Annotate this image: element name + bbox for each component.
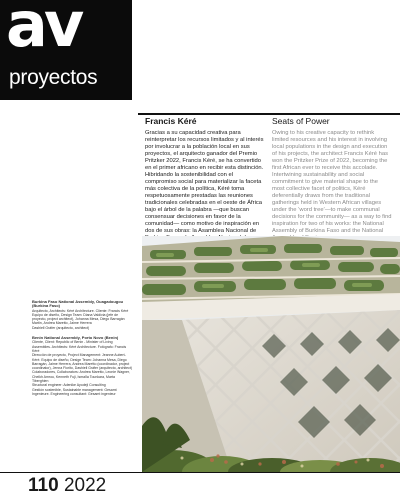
masthead xyxy=(0,0,132,100)
logo-av: av xyxy=(6,0,81,61)
caption-2-line: Colaboradores, Collaborators: Andrea Maretto, Leonie Wagner, Cheikh Amrou, Kenneth Fuji, Ismaïla Tounkara, Marta Tiberghien xyxy=(32,370,130,384)
header-rule xyxy=(138,113,400,115)
issue-label xyxy=(28,476,106,495)
caption-2-line: Gestión sostenible, Sustainable management: Gesamt Ingenieure. Engineering consultant: Gesamt ingenieur xyxy=(32,387,117,396)
caption-1-line: Dashiell Gráfer (arquitecto, architect) xyxy=(32,325,90,330)
photo-credits xyxy=(32,300,132,396)
article-en-title: Seats of Power xyxy=(272,116,330,126)
article-en-body: Owing to his creative capacity to rethink limited resources and his interest in involving local populations in the design and execution of his projects, the architect Francis Kéré has won the Pritzker Prize of 2022, becoming the first African ever to receive this accolade. Intertwining sustainability and social commitment to give material shape to the most collective facet of politics, Kéré deferentially draws from the traditional gatherings held in Western African villages under the ‘word tree’—to make communal decisions for the community— as a way to find inspiration for two of his works: the National Assembly of Burkina Faso and the National xyxy=(272,130,392,234)
caption-2-line: Dirección de proyecto, Project Management: Jeanne Aubert-Kéré. Equipo de diseño, Design Team: Johanna Mesa, Diego Barragán, Jaime Herrera, Andrea Maretto (coordinador, project coordinator), Jenna Fiorito, Dashiell Gráfer (arquitecto, architect) xyxy=(32,353,132,371)
caption-2-line: Cliente, Client: Republic of Benin - Minister of Living Assemblies. Architects: Kéré Architecture. Fotógrafo: Francis Kéré xyxy=(32,340,127,353)
caption-1-line: Equipo de diseño, Design Team: Diana Valdivia (jefe de proyecto, project architect), Johanna Mesa, Diego Barragán Martin, Andrea Maretto, Jaime Herrera xyxy=(32,312,125,326)
caption-1-title: Burkina Faso National Assembly, Ouagadougou (Burkina Faso) xyxy=(32,299,124,309)
cover-photo xyxy=(142,236,400,472)
caption-2-title: Benin National Assembly, Porto Novo (Benin) xyxy=(32,335,119,341)
issue-year: 2022 xyxy=(63,475,107,496)
caption-1-line: Arquitecto, Architects: Kéré Architecture. Cliente: Francis Kéré xyxy=(32,308,129,313)
assembly-garden-illustration xyxy=(142,236,400,472)
article-es-title: Francis Kéré xyxy=(145,116,197,126)
article-es-body: Gracias a su capacidad creativa para reinterpretar los recursos limitados y al interés por involucrar a la población local en sus proyectos, el arquitecto ganador del Premio Pritzker 2022, Francis Kéré, se ha convertido en el primer africano en recibir esta distinción. Hibridando la sostenibilidad con el compromiso social para materializar la faceta más colectiva de la política, Kéré toma respetuosamente prestadas las reuniones tradicionales celebradas en el oeste de África bajo el árbol de la palabra —que buscan consensuar decisiones en favor de la comunidad— como motivo de inspiración en dos de sus obras: la Asamblea Nacional de xyxy=(145,130,264,234)
article-en xyxy=(272,116,392,242)
article-es xyxy=(145,116,265,249)
footer-rule xyxy=(0,472,400,473)
caption-2-line: Structural engineer: Adenike Ayodeji Consulting xyxy=(32,383,106,388)
issue-number: 110 xyxy=(28,475,59,496)
logo-subtitle: proyectos xyxy=(9,66,98,89)
